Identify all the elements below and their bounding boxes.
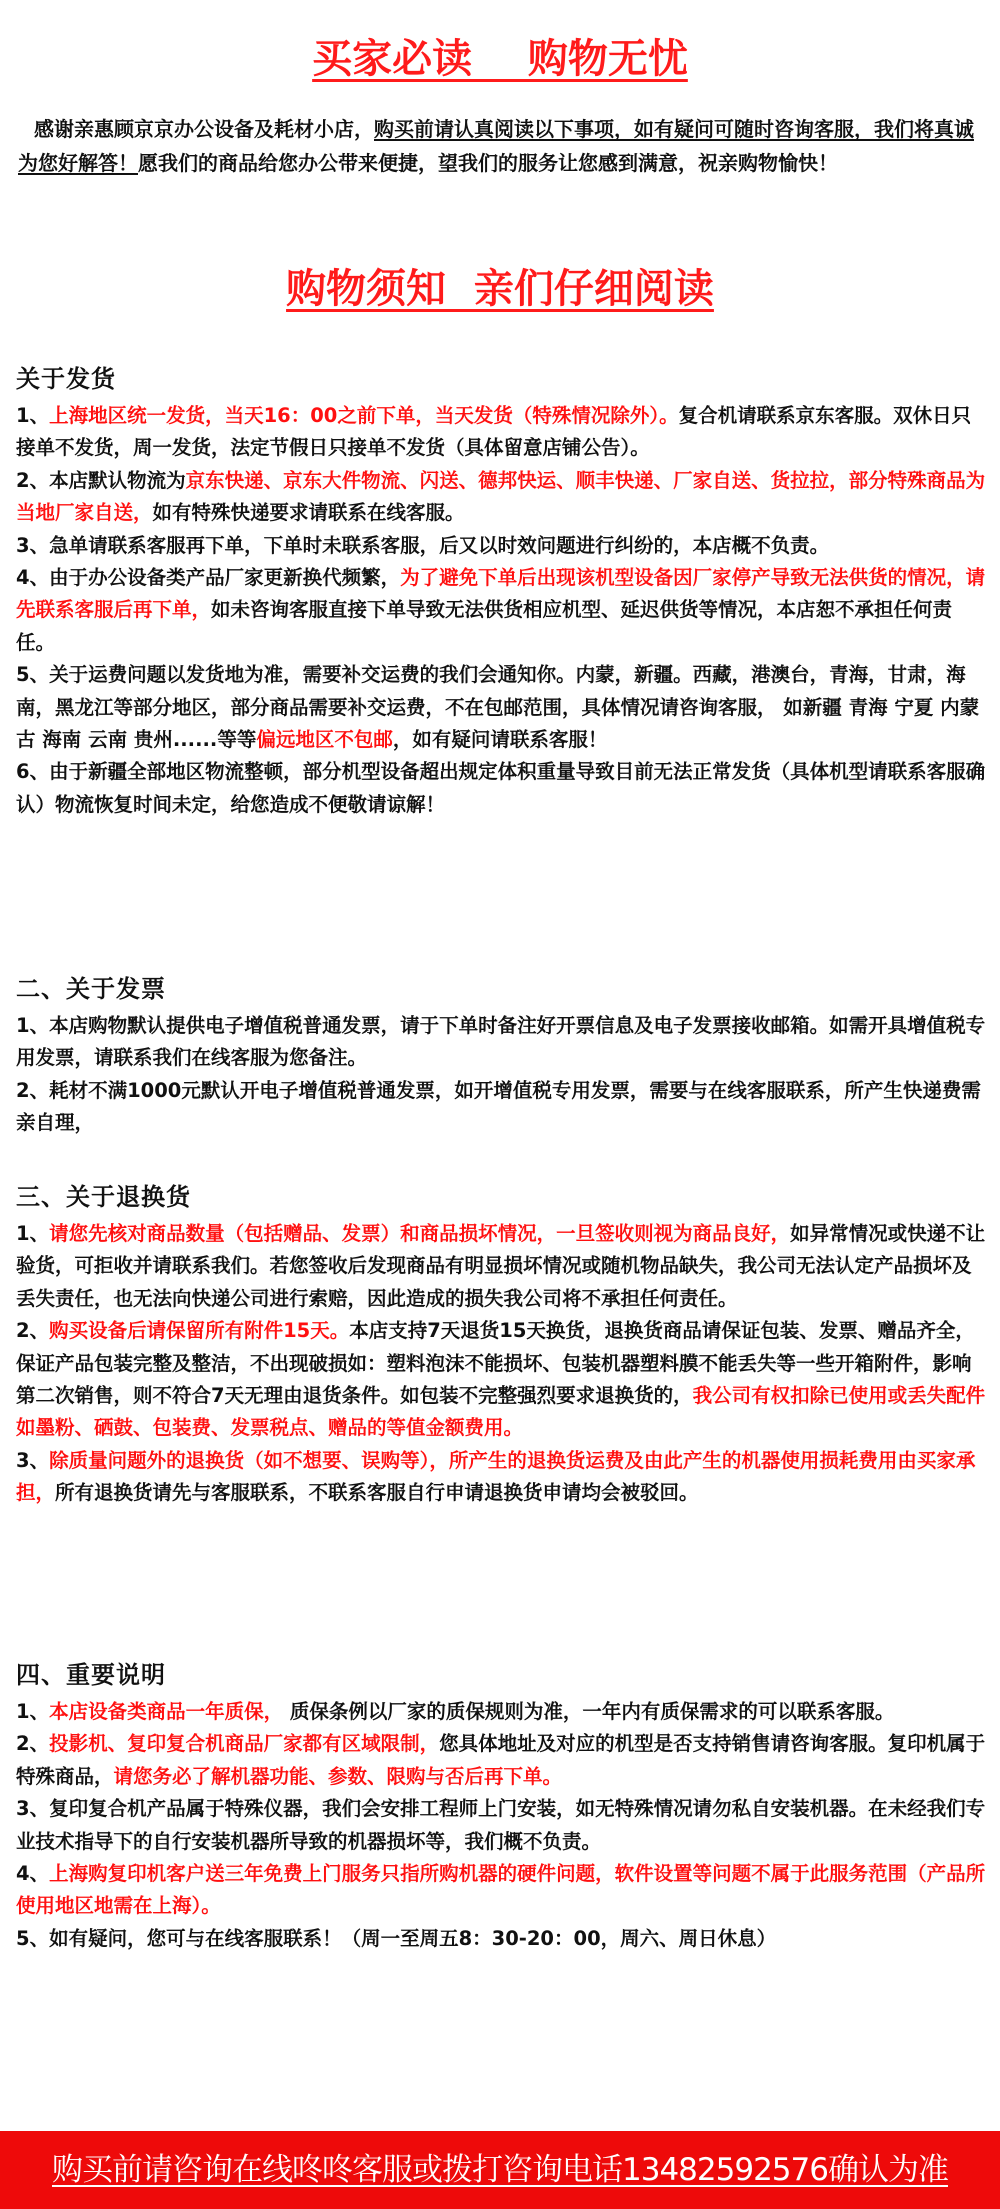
intro-paragraph bbox=[18, 112, 986, 180]
highlight-text: 上海购复印机客户送三年免费上门服务只指所购机器的硬件问题，软件设置等问题不属于此服务范围（产品所使用地区地需在上海）。 bbox=[16, 1862, 986, 1918]
body-text: 所有退换货请先与客服联系，不联系客服自行申请退换货申请均会被驳回。 bbox=[55, 1481, 699, 1505]
body-text: 3、 bbox=[16, 1448, 50, 1472]
section-invoice bbox=[16, 972, 988, 1140]
section-important bbox=[16, 1658, 988, 1955]
body-text: 6、由于新疆全部地区物流整顿，部分机型设备超出规定体积重量导致目前无法正常发货（具体机型请联系客服确认）物流恢复时间未定，给您造成不便敬请谅解！ bbox=[16, 760, 986, 816]
notice-item bbox=[16, 1728, 988, 1793]
body-text: 3、急单请联系客服再下单，下单时未联系客服，后又以时效问题进行纠纷的，本店概不负责。 bbox=[16, 533, 830, 557]
body-text: 5、如有疑问，您可与在线客服联系！（周一至周五8：30-20：00，周六、周日休息） bbox=[16, 1926, 777, 1950]
notice-item bbox=[16, 562, 988, 659]
notice-item bbox=[16, 1315, 988, 1445]
intro-part-2: 购买前请认真阅读以下事项，如有疑问可随时咨询客服，我们将真诚为您好解答！ bbox=[18, 117, 974, 175]
notice-item bbox=[16, 1218, 988, 1315]
body-text: 如未咨询客服直接下单导致无法供货相应机型、延迟供货等情况，本店恕不承担任何责任。 bbox=[16, 598, 953, 654]
highlight-text: 京东快递、京东大件物流、闪送、德邦快运、顺丰快递、厂家自送、货拉拉，部分特殊商品为当地厂家自送， bbox=[16, 468, 986, 525]
intro-part-3: 愿我们的商品给您办公带来便捷，望我们的服务让您感到满意，祝亲购物愉快！ bbox=[138, 151, 838, 175]
notice-item bbox=[16, 659, 988, 756]
body-text: 2、 bbox=[16, 1319, 50, 1343]
section-heading: 二、关于发票 bbox=[16, 975, 166, 1003]
body-text: 1、 bbox=[16, 1222, 50, 1245]
notice-item bbox=[16, 1010, 988, 1075]
notice-item bbox=[16, 530, 988, 562]
section-shipping bbox=[16, 362, 988, 821]
highlight-text: 上海地区统一发货，当天16：00之前下单，当天发货（特殊情况除外）。 bbox=[49, 404, 679, 427]
highlight-text: 投影机、复印复合机商品厂家都有区域限制， bbox=[49, 1732, 440, 1756]
notice-item bbox=[16, 465, 988, 530]
highlight-text: 为了避免下单后出现该机型设备因厂家停产导致无法供货的情况，请先联系客服后再下单， bbox=[16, 566, 986, 622]
body-text: 3、复印复合机产品属于特殊仪器，我们会安排工程师上门安装，如无特殊情况请勿私自安装机器。在未经我们专业技术指导下的自行安装机器所导致的机器损坏等，我们概不负责。 bbox=[16, 1797, 986, 1853]
body-text: 如异常情况或快递不让验货，可拒收并请联系我们。若您签收后发现商品有明显损坏情况或随机物品缺失，我公司无法认定产品损坏及丢失责任，也无法向快递公司进行索赔，因此造成的损失我公司将不承担任何责任。 bbox=[16, 1222, 986, 1310]
contact-banner: 购买前请咨询在线咚咚客服或拨打咨询电话13482592576确认为准 bbox=[0, 2131, 1000, 2209]
body-text: 质保条例以厂家的质保规则为准，一年内有质保需求的可以联系客服。 bbox=[283, 1700, 895, 1723]
highlight-text: 偏远地区不包邮 bbox=[256, 728, 393, 752]
body-text: 4、由于办公设备类产品厂家更新换代频繁， bbox=[16, 566, 401, 590]
highlight-text: 请您务必了解机器功能、参数、限购与否后再下单。 bbox=[113, 1764, 563, 1788]
body-text: 如有特殊快递要求请联系在线客服。 bbox=[152, 501, 465, 525]
section-heading: 四、重要说明 bbox=[16, 1661, 166, 1689]
page-title: 买家必读 购物无忧 bbox=[312, 36, 688, 82]
section-heading: 三、关于退换货 bbox=[16, 1183, 191, 1211]
body-text: 复合机请联系京东客服。双休日只接单不发货，周一发货，法定节假日只接单不发货（具体留意店铺公告）。 bbox=[16, 404, 972, 460]
highlight-text: 本店设备类商品一年质保， bbox=[49, 1700, 284, 1723]
section-heading: 关于发货 bbox=[16, 365, 116, 393]
highlight-text: 购买设备后请保留所有附件15天。 bbox=[49, 1319, 350, 1343]
highlight-text: 除质量问题外的退换货（如不想要、误购等），所产生的退换货运费及由此产生的机器使用损耗费用由买家承担， bbox=[16, 1448, 976, 1505]
body-text: 2、耗材不满1000元默认开电子增值税普通发票，如开增值税专用发票，需要与在线客服联系，所产生快递费需亲自理， bbox=[16, 1078, 981, 1135]
notice-item bbox=[16, 756, 988, 821]
notice-item bbox=[16, 400, 988, 465]
notice-item bbox=[16, 1923, 988, 1955]
body-text: 本店支持7天退货15天换货，退换货商品请保证包装、发票、赠品齐全，保证产品包装完整及整洁，不出现破损如：塑料泡沫不能损坏、包装机器塑料膜不能丢失等一些开箱附件，影响第二次销售，则不符合7天无理由退货条件。如包装不完整强烈要求退换货的， bbox=[16, 1319, 975, 1408]
highlight-text: 我公司有权扣除已使用或丢失配件如墨粉、硒鼓、包装费、发票税点、赠品的等值金额费用。 bbox=[16, 1384, 986, 1440]
notice-item bbox=[16, 1858, 988, 1923]
body-text: 5、关于运费问题以发货地为准，需要补交运费的我们会通知你。内蒙，新疆。西藏，港澳台，青海，甘肃，海南，黑龙江等部分地区，部分商品需要补交运费，不在包邮范围，具体情况请咨询客服， 如新疆 青海 宁夏 内蒙古 海南 云南 贵州......等等 bbox=[16, 663, 980, 752]
intro-part-1: 感谢亲惠顾京京办公设备及耗材小店， bbox=[34, 117, 374, 141]
body-text: 4、 bbox=[16, 1862, 50, 1886]
body-text: 1、本店购物默认提供电子增值税普通发票，请于下单时备注好开票信息及电子发票接收邮箱。如需开具增值税专用发票，请联系我们在线客服为您备注。 bbox=[16, 1014, 986, 1070]
notice-item bbox=[16, 1696, 988, 1728]
body-text: 2、 bbox=[16, 1732, 50, 1756]
highlight-text: 请您先核对商品数量（包括赠品、发票）和商品损坏情况，一旦签收则视为商品良好， bbox=[49, 1222, 791, 1245]
body-text: 2、本店默认物流为 bbox=[16, 468, 186, 492]
notice-item bbox=[16, 1793, 988, 1858]
notice-title: 购物须知 亲们仔细阅读 bbox=[286, 266, 714, 312]
body-text: ，如有疑问请联系客服！ bbox=[392, 728, 608, 752]
notice-item bbox=[16, 1445, 988, 1510]
body-text: 1、 bbox=[16, 404, 50, 427]
body-text: 您具体地址及对应的机型是否支持销售请咨询客服。复印机属于特殊商品， bbox=[16, 1732, 986, 1788]
notice-item bbox=[16, 1075, 988, 1140]
section-returns bbox=[16, 1180, 988, 1510]
body-text: 1、 bbox=[16, 1700, 50, 1723]
